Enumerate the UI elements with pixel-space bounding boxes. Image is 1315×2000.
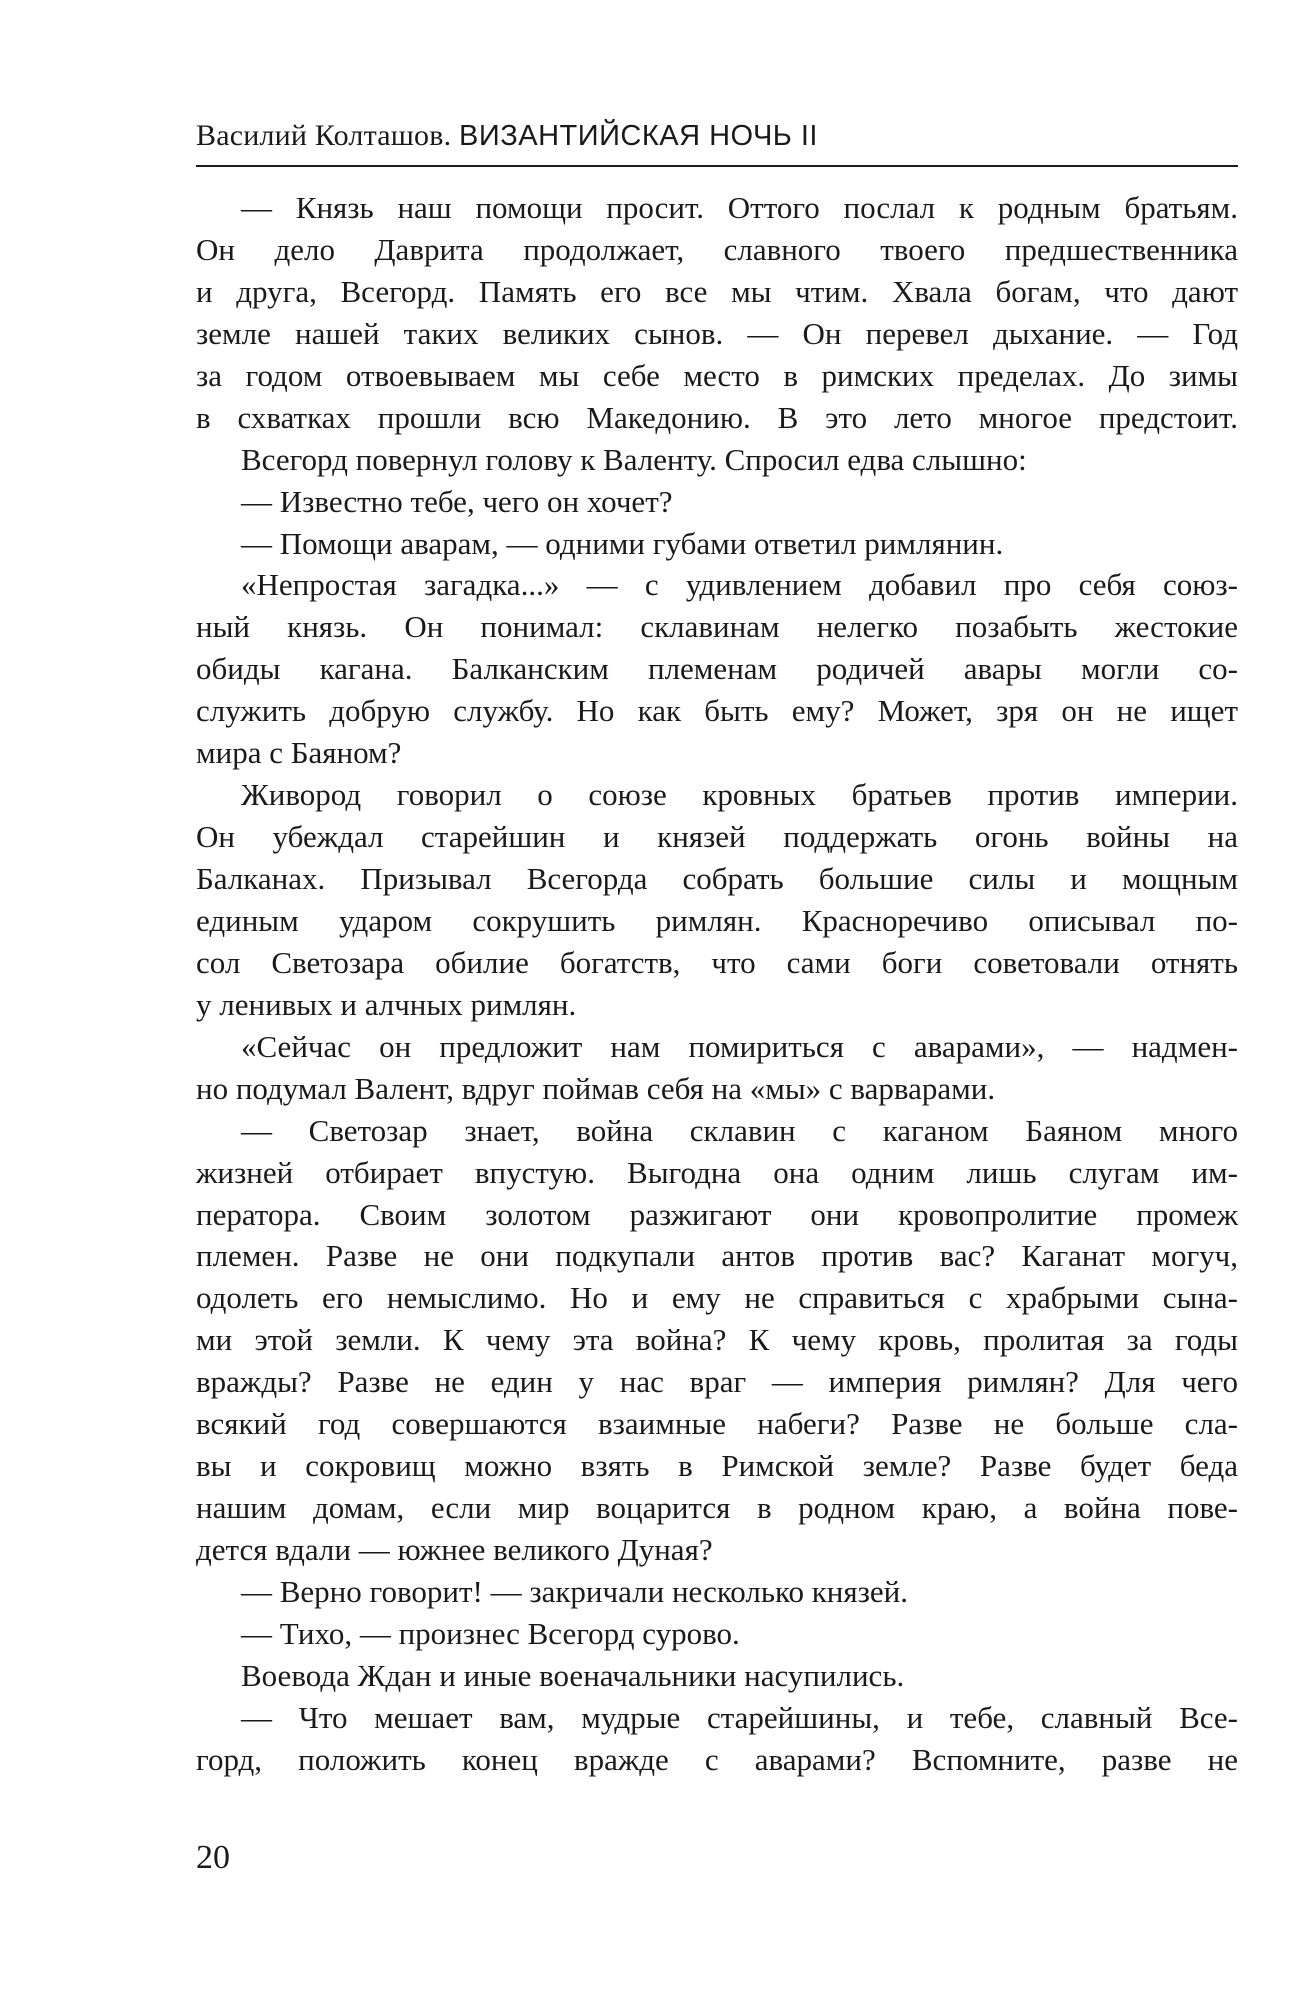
text-line: Воевода Ждан и иные военачальники насупились. [241,1657,905,1693]
text-line: — Князь наш помощи просит. Оттого послал к родным братьям. [241,190,1238,225]
text-line: горд, положить конец вражде с аварами? Вспомните, разве не [196,1741,1238,1777]
text-line: — Помощи аварам, — одними губами ответил римлянин. [241,525,1004,561]
text-line: сол Светозара обилие богатств, что сами боги советовали отнять [196,944,1238,980]
text-line: ный князь. Он понимал: склавинам нелегко позабыть жестокие [196,609,1238,645]
text-line: вражды? Разве не един у нас враг — империя римлян? Для чего [196,1364,1238,1400]
body-text [196,187,1238,1781]
text-line: у ленивых и алчных римлян. [196,986,577,1022]
text-line: одолеть его немыслимо. Но и ему не справиться с храбрыми сына- [196,1280,1238,1316]
text-line: — Известно тебе, чего он хочет? [241,483,673,519]
text-line: жизней отбирает впустую. Выгодна она одним лишь слугам им- [196,1154,1238,1190]
text-line: в схватках прошли всю Македонию. В это лето многое предстоит. [196,399,1238,435]
text-line: земле нашей таких великих сынов. — Он перевел дыхание. — Год [196,315,1238,351]
header-book-title: ВИЗАНТИЙСКАЯ НОЧЬ II [459,120,818,152]
text-line: Живород говорил о союзе кровных братьев против империи. [241,777,1238,813]
text-line: нашим домам, если мир воцарится в родном краю, а война пове- [196,1490,1238,1526]
text-line: но подумал Валент, вдруг поймав себя на «мы» с варварами. [196,1070,996,1106]
text-line: дется вдали — южнее великого Дуная? [196,1532,713,1567]
text-line: единым ударом сокрушить римлян. Красноречиво описывал по- [196,902,1238,938]
text-line: Всегорд повернул голову к Валенту. Спросил едва слышно: [241,441,1027,477]
text-line: всякий год совершаются взаимные набеги? Разве не больше сла- [196,1406,1238,1442]
text-line: за годом отвоевываем мы себе место в римских пределах. До зимы [196,357,1238,393]
header-rule [196,165,1238,167]
text-line: Он дело Даврита продолжает, славного твоего предшественника [196,231,1238,267]
text-line: племен. Разве не они подкупали антов против вас? Каганат могуч, [196,1238,1238,1274]
text-line: ператора. Своим золотом разжигают они кровопролитие промеж [196,1196,1238,1232]
text-line: мира с Баяном? [196,735,402,771]
text-line: Балканах. Призывал Всегорда собрать большие силы и мощным [196,861,1238,896]
text-line: служить добрую службу. Но как быть ему? Может, зря он не ищет [196,693,1238,729]
page-number: 20 [196,1839,230,1876]
text-line: «Непростая загадка...» — с удивлением добавил про себя союз- [241,567,1238,603]
text-line: — Светозар знает, война склавин с каганом Баяном много [241,1112,1238,1148]
header-author: Василий Колташов. [196,119,452,152]
text-line: — Что мешает вам, мудрые старейшины, и тебе, славный Все- [241,1699,1238,1735]
text-line: — Тихо, — произнес Всегорд сурово. [241,1615,740,1651]
text-line: обиды кагана. Балканским племенам родичей авары могли со- [196,651,1238,687]
text-line: Он убеждал старейшин и князей поддержать огонь войны на [196,819,1238,855]
running-header [196,116,1238,156]
text-line: ми этой земли. К чему эта война? К чему кровь, пролитая за годы [196,1322,1238,1358]
text-line: вы и сокровищ можно взять в Римской земле? Разве будет беда [196,1448,1238,1484]
text-line: — Верно говорит! — закричали несколько князей. [241,1573,908,1609]
text-line: «Сейчас он предложит нам помириться с аварами», — надмен- [241,1028,1238,1064]
text-line: и друга, Всегорд. Память его все мы чтим. Хвала богам, что дают [196,273,1238,309]
